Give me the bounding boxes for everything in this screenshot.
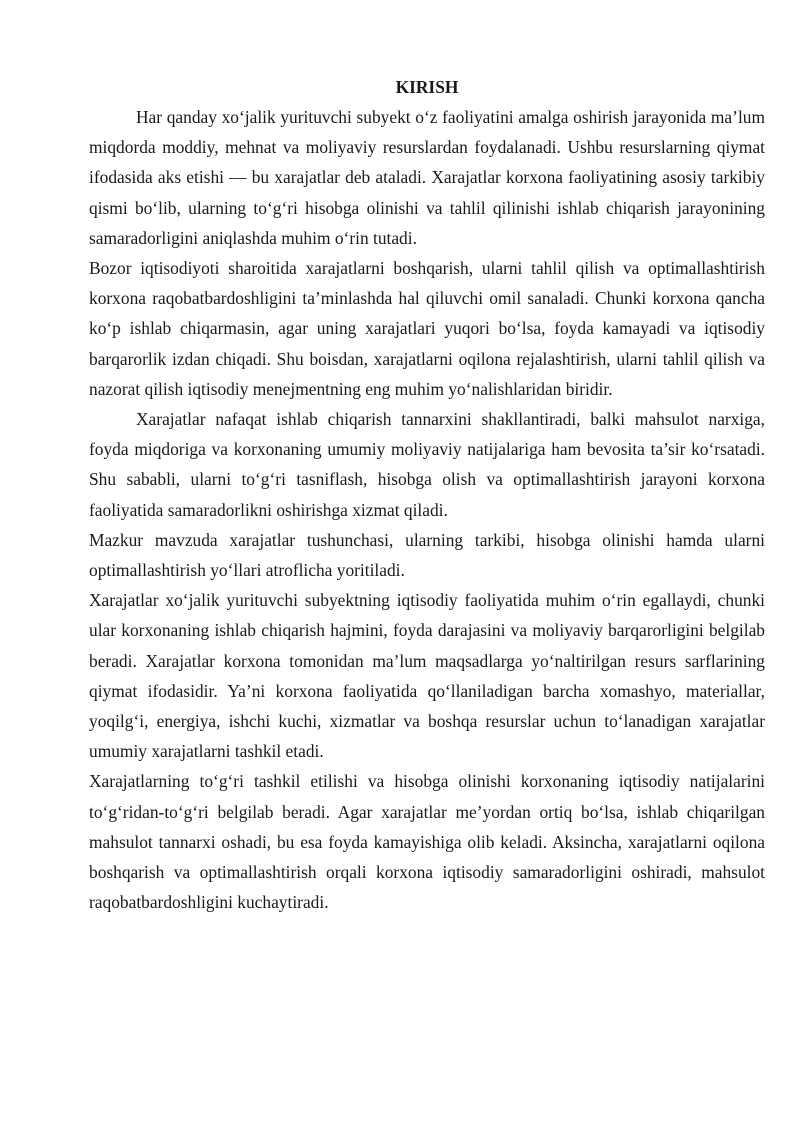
paragraph-3: Xarajatlar nafaqat ishlab chiqarish tannarxini shakllantiradi, balki mahsulot narxiga, foyda miqdoriga va korxonaning umumiy moliyaviy natijalariga ham bevosita ta’sir ko‘rsatadi. Shu sababli, ularni to‘g‘ri tasniflash, hisobga olish va optimallashtirish jarayoni korxona faoliyatida samaradorlikni oshirishga xizmat qiladi. bbox=[89, 409, 765, 520]
paragraph-1: Har qanday xo‘jalik yurituvchi subyekt o‘z faoliyatini amalga oshirish jarayonida ma’lum miqdorda moddiy, mehnat va moliyaviy resurslardan foydalanadi. Ushbu resurslarning qiymat ifodasida aks etishi — bu xarajatlar deb ataladi. Xarajatlar korxona faoliyatining asosiy tarkibiy qismi bo‘lib, ularning to‘g‘ri hisobga olinishi va tahlil qilinishi ishlab chiqarish jarayonining samaradorligini aniqlashda muhim o‘rin tutadi. bbox=[89, 107, 765, 248]
document-body bbox=[89, 72, 765, 917]
paragraph-6: Xarajatlarning to‘g‘ri tashkil etilishi va hisobga olinishi korxonaning iqtisodiy natijalarini to‘g‘ridan-to‘g‘ri belgilab beradi. Agar xarajatlar me’yordan ortiq bo‘lsa, ishlab chiqarilgan mahsulot tannarxi oshadi, bu esa foyda kamayishiga olib keladi. Aksincha, xarajatlarni oqilona boshqarish va optimallashtirish orqali korxona iqtisodiy samaradorligini oshiradi, mahsulot raqobatbardoshligini kuchaytiradi. bbox=[89, 771, 765, 913]
page-title: KIRISH bbox=[395, 77, 459, 97]
paragraph-4: Mazkur mavzuda xarajatlar tushunchasi, ularning tarkibi, hisobga olinishi hamda ularni optimallashtirish yo‘llari atroflicha yoritiladi. bbox=[89, 529, 765, 581]
paragraph-5: Xarajatlar xo‘jalik yurituvchi subyektning iqtisodiy faoliyatida muhim o‘rin egallaydi, chunki ular korxonaning ishlab chiqarish hajmini, foyda darajasini va moliyaviy barqarorligini belgilab beradi. Xarajatlar korxona tomonidan ma’lum maqsadlarga yo‘naltirilgan resurs sarflarining qiymat ifodasidir. Ya’ni korxona faoliyatida qo‘llaniladigan barcha xomashyo, materiallar, yoqilg‘i, energiya, ishchi kuchi, xizmatlar va boshqa resurslar uchun to‘lanadigan xarajatlar umumiy xarajatlarni tashkil etadi. bbox=[89, 590, 765, 762]
paragraph-2: Bozor iqtisodiyoti sharoitida xarajatlarni boshqarish, ularni tahlil qilish va optimallashtirish korxona raqobatbardoshligini ta’minlashda hal qiluvchi omil sanaladi. Chunki korxona qancha ko‘p ishlab chiqarmasin, agar uning xarajatlari yuqori bo‘lsa, foyda kamayadi va iqtisodiy barqarorlik izdan chiqadi. Shu boisdan, xarajatlarni oqilona rejalashtirish, ularni tahlil qilish va nazorat qilish iqtisodiy menejmentning eng muhim yo‘nalishlaridan biridir. bbox=[89, 258, 765, 399]
